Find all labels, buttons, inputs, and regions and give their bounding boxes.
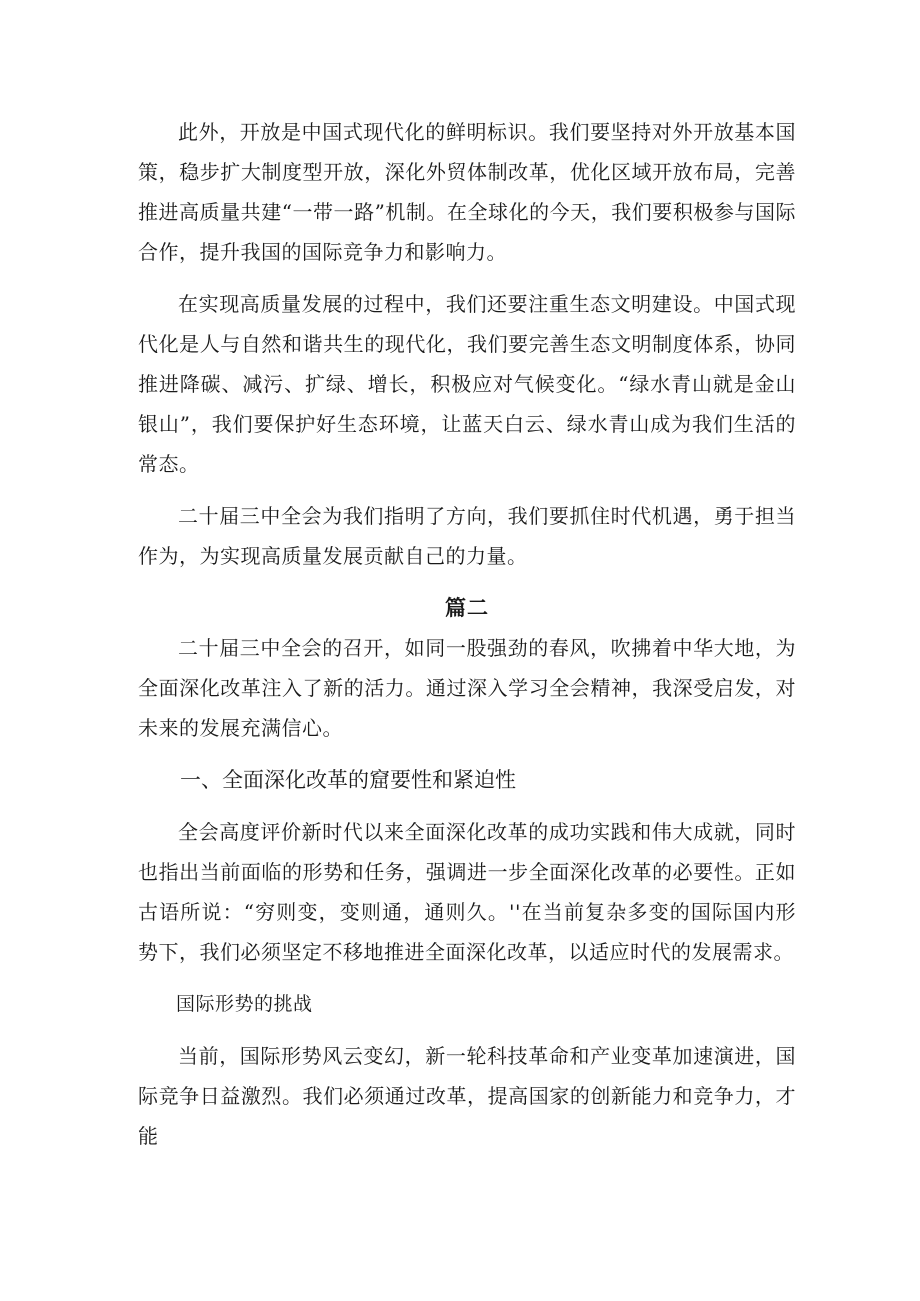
- section-title: 篇二: [445, 596, 489, 620]
- paragraph-ecology: 在实现高质量发展的过程中，我们还要注重生态文明建设。中国式现代化是人与自然和谐共生的现代化，我们要完善生态文明制度体系，协同推进降碳、减污、扩绿、增长，积极应对气候变化。“绿水青山就是金山银山”，我们要保护好生态环境，让蓝天白云、绿水青山成为我们生活的常态。: [138, 292, 796, 476]
- paragraph-direction: 二十届三中全会为我们指明了方向，我们要抓住时代机遇，勇于担当作为，为实现高质量发展贡献自己的力量。: [138, 504, 796, 568]
- heading-reform: 一、全面深化改革的窟要性和紧迫性: [180, 768, 516, 792]
- paragraph-intro: 二十届三中全会的召开，如同一股强劲的春风，吹拂着中华大地，为全面深化改革注入了新的活力。通过深入学习全会精神，我深受启发，对未来的发展充满信心。: [138, 636, 796, 740]
- subheading-international: 国际形势的挑战: [176, 993, 313, 1015]
- paragraph-reform: 全会高度评价新时代以来全面深化改革的成功实践和伟大成就，同时也指出当前面临的形势和任务，强调进一步全面深化改革的必要性。正如古语所说：“穷则变，变则通，通则久。''在当前复杂多变的国际国内形势下，我们必须坚定不移地推进全面深化改革，以适应时代的发展需求。: [138, 820, 796, 964]
- document-page: [138, 112, 796, 1156]
- paragraph-openness: 此外，开放是中国式现代化的鲜明标识。我们要坚持对外开放基本国策，稳步扩大制度型开放，深化外贸体制改革，优化区域开放布局，完善推进高质量共建“一带一路”机制。在全球化的今天，我们要积极参与国际合作，提升我国的国际竞争力和影响力。: [138, 120, 796, 264]
- paragraph-international: 当前，国际形势风云变幻，新一轮科技革命和产业变革加速演进，国际竞争日益激烈。我们必须通过改革，提高国家的创新能力和竞争力，才能: [138, 1044, 796, 1148]
